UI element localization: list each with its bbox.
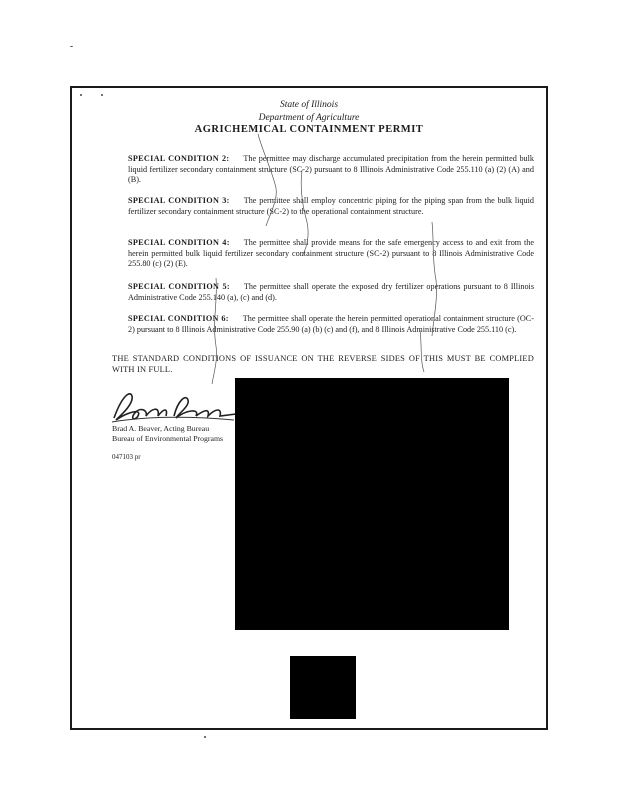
condition-label: SPECIAL CONDITION 6:: [128, 314, 229, 323]
reference-code: 047103 pr: [112, 453, 141, 461]
scan-speck: [80, 94, 82, 96]
special-condition-5: [128, 282, 534, 303]
redaction-block-large: [235, 378, 509, 630]
condition-text: The permittee shall provide means for the safe emergency access to and exit from the herein permitted bulk liquid fertilizer secondary containment structure (SC-2) pursuant to 8 Illinois Administrative Code 255.80 (c) (2) (E).: [128, 238, 534, 269]
condition-text: The permittee may discharge accumulated precipitation from the herein permitted bulk liquid fertilizer secondary containment structure (SC-2) pursuant to 8 Illinois Administrative Code 255.110 (a) (2) (A) and (B).: [128, 154, 535, 185]
special-condition-2: [128, 154, 534, 186]
signer-name: Brad A. Beaver, Acting Bureau: [112, 424, 210, 433]
condition-text: The permittee shall operate the herein permitted operational containment structure (OC-2) pursuant to 8 Illinois Administrative Code 255.90 (a) (b) (c) and (f), and 8 Illinois Administrative Code 255.110 (c).: [128, 314, 534, 334]
signer-bureau: Bureau of Environmental Programs: [112, 434, 224, 443]
condition-text: The permittee shall employ concentric piping for the piping span from the bulk liquid fertilizer secondary containment structure (SC-2) to the operational containment structure.: [128, 196, 534, 216]
condition-text: The permittee shall operate the exposed dry fertilizer operations pursuant to 8 Illinois Administrative Code 255.140 (a), (c) and (d).: [128, 282, 535, 302]
condition-label: SPECIAL CONDITION 5:: [128, 282, 230, 291]
signer-block: [112, 424, 223, 444]
condition-label: SPECIAL CONDITION 3:: [128, 196, 230, 205]
scan-speck: [101, 94, 103, 96]
scan-speck: [204, 736, 206, 738]
scan-speck: [70, 46, 73, 47]
condition-label: SPECIAL CONDITION 4:: [128, 238, 230, 247]
standard-conditions-notice: THE STANDARD CONDITIONS OF ISSUANCE ON THE REVERSE SIDES OF THIS MUST BE COMPLIED WITH IN FULL.: [112, 354, 534, 374]
redaction-block-small: [290, 656, 356, 719]
header-department: Department of Agriculture: [258, 113, 360, 123]
signature-image: [108, 386, 238, 426]
header-state: State of Illinois: [279, 100, 339, 110]
condition-label: SPECIAL CONDITION 2:: [128, 154, 230, 163]
permit-title: AGRICHEMICAL CONTAINMENT PERMIT: [194, 124, 424, 135]
special-condition-6: [128, 314, 534, 335]
special-condition-3: [128, 196, 534, 217]
special-condition-4: [128, 238, 534, 270]
